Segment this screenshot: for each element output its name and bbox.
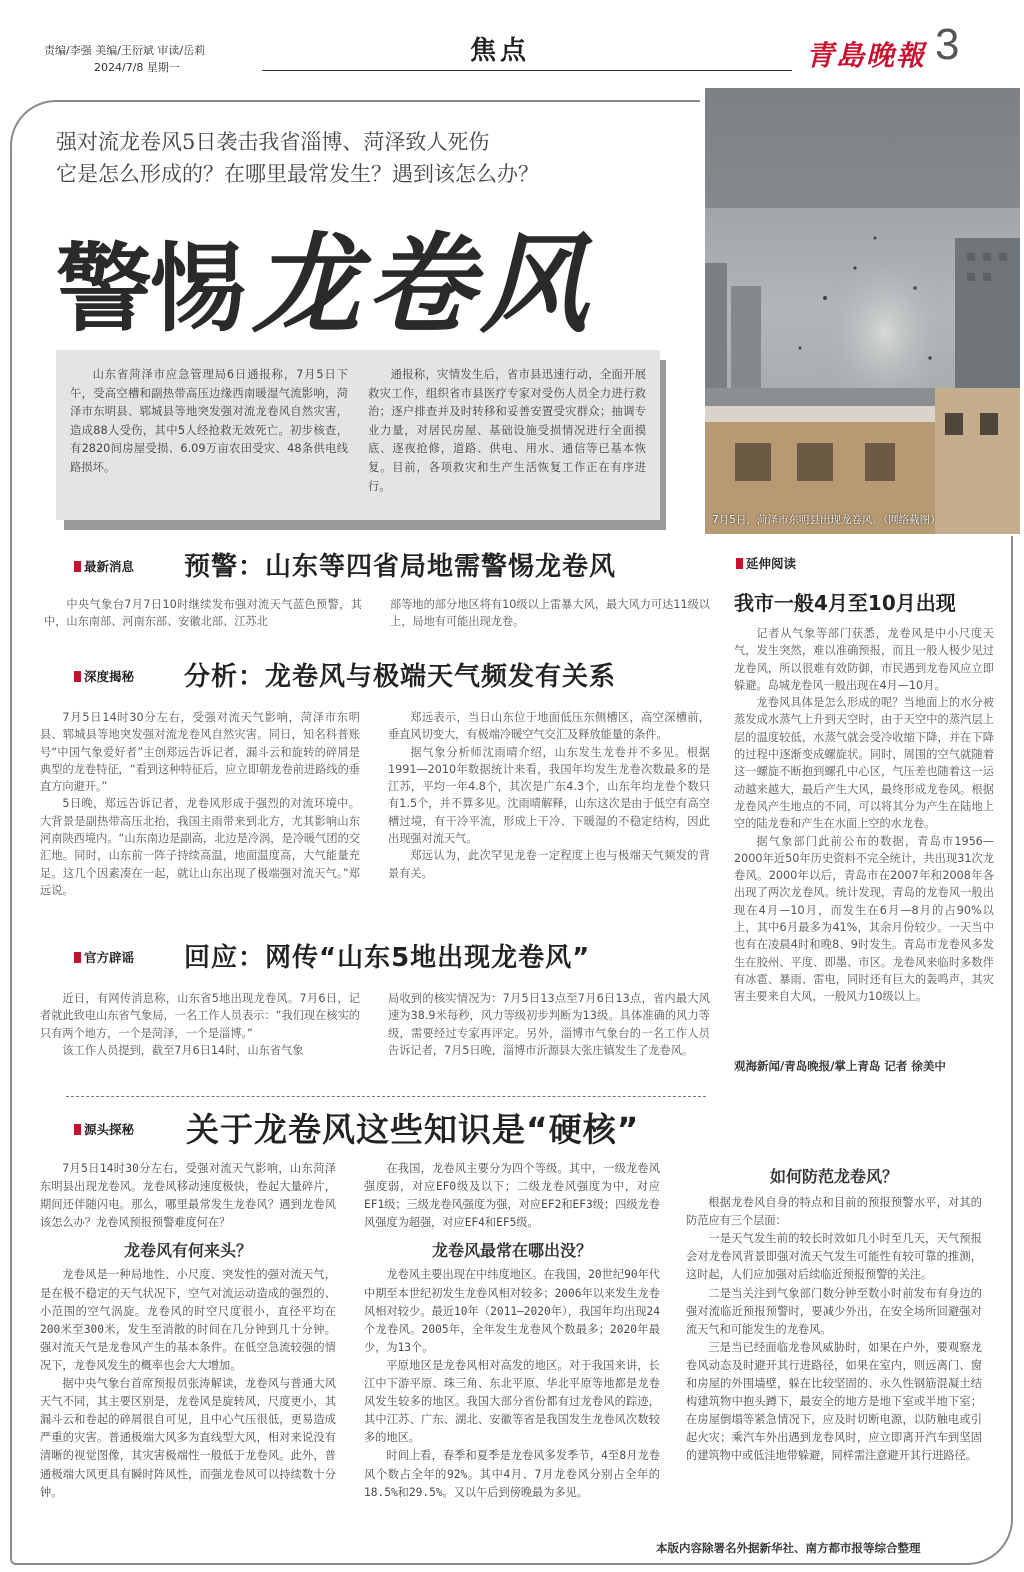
knowledge-paragraph: 据中央气象台首席预报员张涛解读，龙卷风与普通大风天气不同，其主要区别是，龙卷风是旋转风，尺度更小，其漏斗云和卷起的碎屑很自可见，且中心气压很低，更易造成严重的灾害。普通极端大风多为直线型大风，相对来说没有清晰的视觉图像，其灾害极端性一般低于龙卷风。此外，普通极端大风更具有瞬时阵风性，而强龙卷风可以持续数十分钟。 (40, 1377, 336, 1499)
knowledge-paragraph: 7月5日14时30分左右，受强对流天气影响，山东菏泽东明县出现龙卷风。龙卷风移动速度极快，卷起大量碎片，期间还伴随闪电。那么，哪里最常发生龙卷风？遇到龙卷风该怎么办？龙卷风预报预警难度何在？ (40, 1162, 336, 1230)
analysis-paragraph: 7月5日14时30分左右，受强对流天气影响，菏泽市东明县、郓城县等地突发强对流龙卷风自然灾害。同日，知名科普账号“中国气象爱好者”主创郑远告诉记者，漏斗云和旋转的碎屑是典型的龙卷特征，“看到这种特征后，应立即朝龙卷前进路线的垂直方向避开。” (40, 711, 360, 794)
intro-column-2 (368, 366, 646, 496)
intro-box (56, 350, 660, 520)
news-tag: 最新消息 (74, 557, 134, 575)
page-number: 3 (935, 20, 960, 69)
analysis-paragraph: 5日晚，郑远告诉记者，龙卷风形成于强烈的对流环境中。大背景是副热带高压北抬，我国主雨带来到北方，尤其影响山东河南陕西境内。“山东南边是副高，北边是冷涡，是冷暖气团的交汇地。同时，山东前一阵子持续高温，地面温度高，大气能量充足。这几个因素凑在一起，就让山东出现了极端强对流天气。”郑远说。 (40, 797, 360, 897)
analysis-paragraph: 郑远表示，当日山东位于地面低压东侧槽区，高空深槽前，垂直风切变大，有极端冷暖空气交汇及释放能量的条件。 (388, 711, 710, 742)
section-title: 焦点 (470, 36, 531, 66)
sidebar-tag: 延伸阅读 (736, 554, 796, 572)
analysis-column-2 (388, 709, 710, 882)
question-1-title: 龙卷风有何来头？ (123, 1241, 252, 1261)
tornado-photo-image (705, 88, 1020, 534)
question-2-title: 龙卷风最常在哪出没？ (431, 1241, 592, 1261)
lead-subtitle-1: 强对流龙卷风5日袭击我省淄博、菏泽致人死伤 (56, 130, 490, 154)
header-rule (262, 70, 792, 71)
tag-marker (74, 561, 81, 572)
question-3-title: 如何防范龙卷风？ (769, 1167, 898, 1186)
knowledge-paragraph: 根据龙卷风自身的特点和目前的预报预警水平，对其的防范应有三个层面： (686, 1196, 982, 1228)
tag-marker (74, 1124, 81, 1135)
rumor-paragraph: 该工作人员提到，截至7月6日14时，山东省气象 (62, 1043, 304, 1057)
intro-column-1 (70, 366, 348, 478)
rumor-column-1 (40, 990, 360, 1059)
rumor-paragraph: 局收到的核实情况为：7月5日13点至7月6日13点，省内最大风速为38.9米每秒，风力等级初步判断为13级。具体准确的风力等级，需要经过专家再评定。另外，淄博市气象台的一名工作人员告诉记者，7月5日晚，淄博市沂源县大张庄镇发生了龙卷风。 (388, 992, 710, 1057)
knowledge-column-3 (686, 1168, 982, 1466)
knowledge-paragraph: 龙卷风主要出现在中纬度地区。在我国，20世纪90年代中期至本世纪初发生龙卷风相对较多；2006年以来发生龙卷风相对较少。最近10年（2011—2020年），我国年均出现24个龙卷风。2005年，全年发生龙卷风个数最多；2020年最少，为13个。 (364, 1268, 660, 1354)
analysis-tag: 深度揭秘 (74, 667, 134, 685)
knowledge-paragraph: 时间上看，春季和夏季是龙卷风多发季节，4至8月龙卷风个数占全年的92%。其中4月、7月龙卷风分别占全年的18.5%和29.5%。又以午后到傍晚最为多见。 (364, 1449, 660, 1499)
knowledge-tag: 源头探秘 (74, 1120, 134, 1138)
news-column-1 (44, 596, 362, 631)
main-headline (56, 198, 594, 353)
footer-note: 本版内容除署名外据新华社、南方都市报等综合整理 (656, 1541, 921, 1555)
section-divider (66, 1096, 706, 1097)
knowledge-column-2 (364, 1160, 660, 1502)
credits (44, 42, 264, 76)
lead-subtitle-2: 它是怎么形成的？在哪里最常发生？遇到该怎么办？ (56, 162, 539, 186)
editor-credits: 责编/李强 美编/王衍斌 审读/岳莉 (44, 44, 206, 57)
rumor-tag: 官方辟谣 (74, 948, 134, 966)
sidebar-paragraph: 记者从气象等部门获悉，龙卷风是中小尺度天气，发生突然，难以准确预报，而且一般人极少见过龙卷风，所以很难有效防御，市民遇到龙卷风应立即躲避。岛城龙卷风一般出现在4月—10月。 (734, 627, 994, 692)
headline-part-2: 龙卷风 (252, 222, 595, 348)
knowledge-title: 关于龙卷风这些知识是“硬核” (186, 1110, 640, 1149)
rumor-paragraph: 近日，有网传消息称，山东省5地出现龙卷风。7月6日，记者就此致电山东省气象局，一名工作人员表示：“我们现在核实的只有两个地方，一个是菏泽，一个是淄博。” (40, 992, 360, 1040)
sidebar-title: 我市一般4月至10月出现 (734, 591, 956, 615)
analysis-title: 分析：龙卷风与极端天气频发有关系 (184, 662, 617, 692)
issue-date: 2024/7/8 星期一 (94, 61, 180, 74)
sidebar-byline: 观海新闻/青岛晚报/掌上青岛 记者 徐美中 (734, 1059, 946, 1073)
newspaper-masthead: 青島晚報 (806, 39, 927, 72)
intro-text-2: 通报称，灾情发生后，省市县迅速行动，全面开展救灾工作，组织省市县医疗专家对受伤人员全力进行救治；逐户排查并及时转移和妥善安置受灾群众；抽调专业力量，对居民房屋、基础设施受损情况进行全面摸底、逐夜抢修，道路、供电、用水、通信等已基本恢复。目前，各项救灾和生产生活恢复工作正在有序进行。 (368, 368, 646, 493)
tag-marker (736, 558, 743, 569)
photo-caption: 7月5日，菏泽市东明县出现龙卷风。（网络截图） (712, 514, 941, 526)
intro-text-1: 山东省菏泽市应急管理局6日通报称，7月5日下午，受高空槽和副热带高压边缘西南暖湿气流影响，菏泽市东明县、郓城县等地突发强对流龙卷风自然灾害，造成88人受伤，其中5人经抢救无效死亡。初步核查，有2820间房屋受损、6.09万亩农田受灾、48条供电线路损坏。 (70, 368, 348, 474)
analysis-column-1 (40, 709, 360, 899)
news-title: 预警：山东等四省局地需警惕龙卷风 (184, 552, 617, 582)
tag-marker (74, 952, 81, 963)
rumor-title: 回应：网传“山东5地出现龙卷风” (184, 943, 591, 973)
sidebar-paragraph: 龙卷风具体是怎么形成的呢？当地面上的水分被蒸发成水蒸气上升到天空时，由于天空中的蒸汽层上层的温度较低，水蒸气就会受冷收缩下降，并在下降的过程中逐渐变成螺旋状。同时，周围的空气就随着这一螺旋不断抱到螺孔中心区，气压差也随着这一运动越来越大，最后产生大风，最终形成龙卷风。根据龙卷风产生地点的不同，可以将其分为产生在陆地上空的陆龙卷和产生在水面上空的水龙卷。 (734, 696, 994, 831)
knowledge-column-1 (40, 1160, 336, 1502)
news-column-2 (390, 596, 710, 631)
analysis-paragraph: 据气象分析师沈雨晴介绍，山东发生龙卷并不多见。根据1991—2010年数据统计来看，我国年均发生龙卷次数最多的是江苏，平均一年4.8个，其次是广东4.3个，山东年均龙卷个数只有1.5个，并不算多见。沈雨晴解释，山东这次是由于低空有高空槽过境，有干冷平流，形成上干冷、下暖湿的不稳定结构，因此出现强对流天气。 (388, 745, 710, 846)
news-text-2: 部等地的部分地区将有10级以上雷暴大风，最大风力可达11级以上，局地有可能出现龙卷。 (390, 598, 710, 629)
knowledge-paragraph: 二是当关注到气象部门数分钟至数小时前发布有身边的强对流临近预报预警时，要减少外出，在安全场所回避强对流天气和可能发生的龙卷风。 (686, 1286, 982, 1336)
analysis-paragraph: 郑远认为，此次罕见龙卷一定程度上也与极端天气频发的背景有关。 (388, 849, 710, 880)
headline-part-1: 警惕 (56, 233, 244, 345)
knowledge-paragraph: 平原地区是龙卷风相对高发的地区。对于我国来讲，长江中下游平原、珠三角、东北平原、华北平原等地都是龙卷风发生较多的地区。我国大部分省份都有过龙卷风的踪迹，其中江苏、广东、湖北、安徽等省是我国发生龙卷风次数较多的地区。 (364, 1358, 660, 1445)
tag-marker (74, 671, 81, 682)
rumor-column-2 (388, 990, 710, 1059)
knowledge-paragraph: 在我国，龙卷风主要分为四个等级。其中，一级龙卷风强度弱，对应EF0级及以下；二级龙卷风强度为中，对应EF1级；三级龙卷风强度为强，对应EF2和EF3级；四级龙卷风强度为超强，对应EF4和EF5级。 (364, 1162, 660, 1230)
knowledge-paragraph: 龙卷风是一种局地性、小尺度、突发性的强对流天气，是在极不稳定的天气状况下，空气对流运动造成的强烈的、小范围的空气涡旋。龙卷风的时空尺度很小，直径平均在200米至300米，发生至消散的时间在几分钟到几十分钟。强对流天气是龙卷风产生的基本条件。在低空急流较强的情况下，龙卷风发生的概率也会大大增加。 (40, 1268, 336, 1372)
knowledge-paragraph: 一是天气发生前的较长时效如几小时至几天，天气预报会对龙卷风背景即强对流天气发生可能性有较可靠的推测，这时起，人们应加强对后续临近预报预警的关注。 (686, 1232, 982, 1282)
tornado-photo (705, 88, 1020, 534)
sidebar-paragraph: 据气象部门此前公布的数据，青岛市1956—2000年近50年历史资料不完全统计，共出现31次龙卷风。2000年以后，青岛市在2007年和2008年各出现了两次龙卷风。统计发现，青岛的龙卷风一般出现在4月—10月，而发生在6月—8月的占90%以上，其中6月最多为41%，其余月份较少。一天当中也有在凌晨4时和晚8、9时发生。青岛市龙卷风多发生在胶州、平度、即墨、市区。龙卷风来临时多数伴有冰雹、暴雨、雷电，同时还有巨大的轰鸣声，其灾害主要来自大风，一般风力10级以上。 (734, 834, 994, 1004)
sidebar-body (734, 625, 994, 1006)
knowledge-paragraph: 三是当已经面临龙卷风威胁时，如果在户外，要观察龙卷风动态及时避开其行进路径，如果在室内，则远离门、窗和房屋的外围墙壁，躲在比较坚固的、永久性钢筋混凝土结构建筑物中抱头蹲下，最安全的地方是地下室或半地下室；在房屋倒塌等紧急情况下，应及时切断电源，以防触电或引起火灾；乘汽车外出遇到龙卷风时，应立即离开汽车到坚固的建筑物中或低洼地带躲避，同样需注意避开其行进路径。 (686, 1340, 982, 1463)
news-text-1: 中央气象台7月7日10时继续发布强对流天气蓝色预警，其中，山东南部、河南东部、安徽北部、江苏北 (44, 598, 362, 629)
